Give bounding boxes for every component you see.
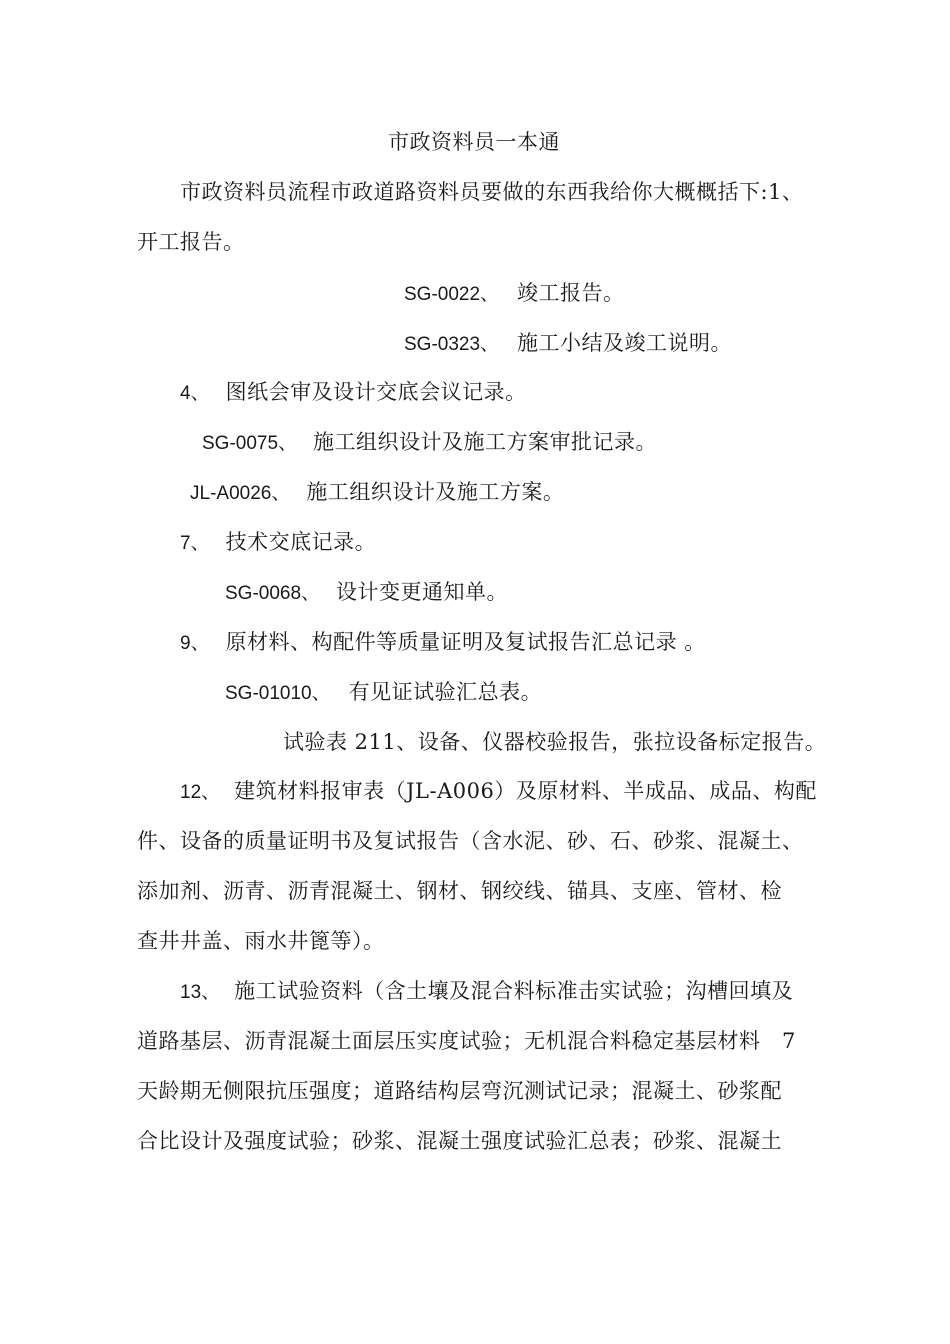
list-item-9 xyxy=(180,628,706,658)
list-item-jla0026 xyxy=(190,478,564,508)
list-item-12-line-1 xyxy=(180,777,817,807)
item-text: 施工组织设计及施工方案审批记录。 xyxy=(313,430,658,454)
item-text: 施工组织设计及施工方案。 xyxy=(306,480,565,504)
item-text: 施工试验资料（含土壤及混合料标准击实试验；沟槽回填及 xyxy=(234,979,794,1003)
list-item-13-line-4: 合比设计及强度试验；砂浆、混凝土强度试验汇总表；砂浆、混凝土 xyxy=(137,1129,782,1153)
item-text: 设计变更通知单。 xyxy=(336,580,509,604)
item-text: 竣工报告。 xyxy=(517,281,625,305)
item-text: 有见证试验汇总表。 xyxy=(348,680,543,704)
item-text: 技术交底记录。 xyxy=(225,530,377,554)
list-item-4 xyxy=(180,378,527,408)
list-item-7 xyxy=(180,528,376,558)
list-item-13-line-3: 天龄期无侧限抗压强度；道路结构层弯沉测试记录；混凝土、砂浆配 xyxy=(137,1079,782,1103)
list-item-12-line-4: 查井井盖、雨水井篦等）。 xyxy=(137,929,385,953)
item-code: 4、 xyxy=(180,383,210,404)
item-code: JL-A0026、 xyxy=(190,483,291,504)
item-code: 9、 xyxy=(180,633,210,654)
item-text: 图纸会审及设计交底会议记录。 xyxy=(225,380,527,404)
item-code: SG-0075、 xyxy=(202,433,298,454)
item-code: SG-0022、 xyxy=(404,284,500,305)
list-item-sg0075 xyxy=(202,428,657,458)
item-text: 施工小结及竣工说明。 xyxy=(517,331,733,355)
list-item-13-line-1 xyxy=(180,977,793,1007)
item-text: 原材料、构配件等质量证明及复试报告汇总记录 。 xyxy=(225,630,706,654)
item-code: 7、 xyxy=(180,533,210,554)
item-code: SG-0068、 xyxy=(225,583,321,604)
item-code: SG-0323、 xyxy=(404,334,500,355)
item-text: 建筑材料报审表（JL-A006）及原材料、半成品、成品、构配 xyxy=(234,779,817,803)
list-item-sg0323 xyxy=(404,329,732,359)
item-code: 13、 xyxy=(180,982,221,1003)
document-title: 市政资料员一本通 xyxy=(388,130,560,154)
list-item-sg0022 xyxy=(404,279,625,309)
intro-line-2: 开工报告。 xyxy=(137,230,245,254)
list-item-sg01010 xyxy=(225,678,542,708)
list-item-13-line-2: 道路基层、沥青混凝土面层压实度试验；无机混合料稳定基层材料 7 xyxy=(137,1029,796,1053)
item-code: SG-01010、 xyxy=(225,683,331,704)
intro-line-1: 市政资料员流程市政道路资料员要做的东西我给你大概概括下:1、 xyxy=(180,180,804,204)
list-item-sg0068 xyxy=(225,578,508,608)
list-item-12-line-2: 件、设备的质量证明书及复试报告（含水泥、砂、石、砂浆、混凝土、 xyxy=(137,829,804,853)
list-item-12-line-3: 添加剂、沥青、沥青混凝土、钢材、钢绞线、锚具、支座、管材、检 xyxy=(137,879,782,903)
list-item-211: 试验表 211、设备、仪器校验报告，张拉设备标定报告。 xyxy=(283,730,827,754)
item-code: 12、 xyxy=(180,782,221,803)
